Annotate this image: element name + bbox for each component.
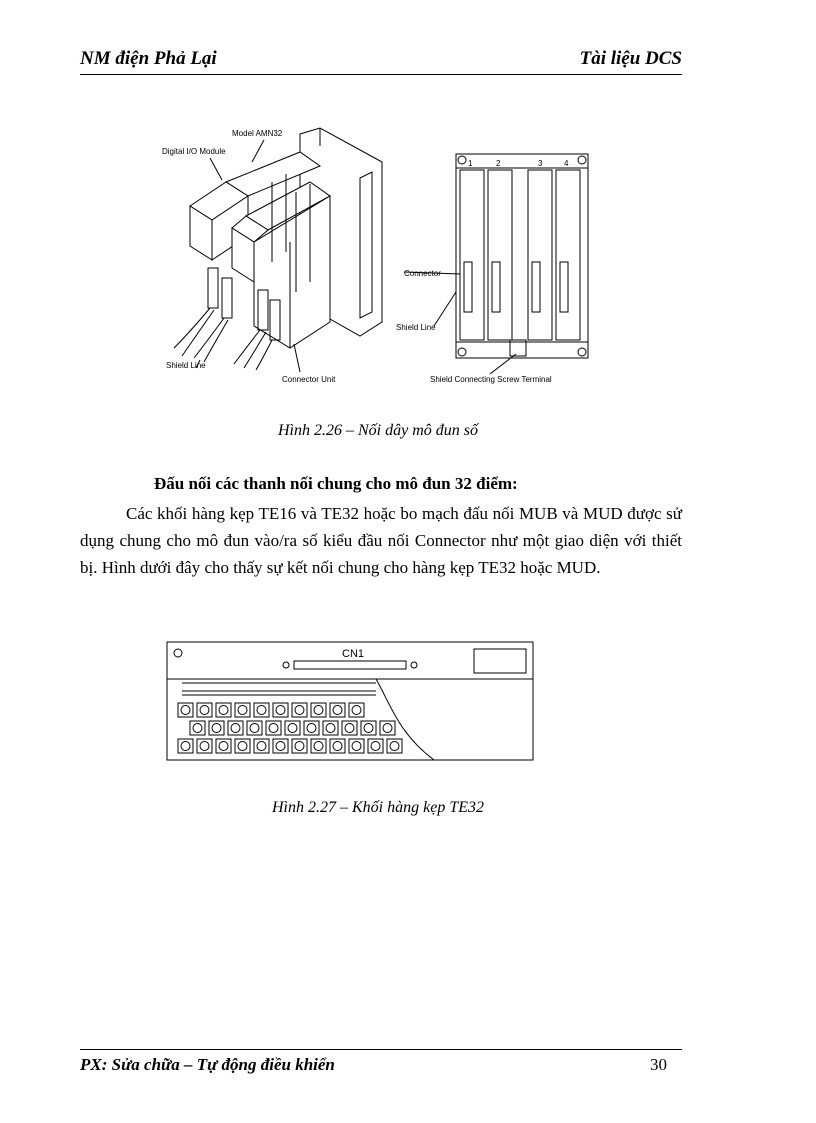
terminal-screw-head — [352, 706, 361, 715]
body-paragraph — [80, 500, 682, 581]
slot-number-2: 2 — [496, 159, 501, 168]
terminal-screw-head — [288, 724, 297, 733]
label-model: Model AMN32 — [232, 129, 283, 138]
terminal-screw-head — [371, 742, 380, 751]
terminal-screw-head — [276, 742, 285, 751]
header-rule — [80, 74, 682, 75]
section-heading: Đấu nối các thanh nối chung cho mô đun 32 điểm: — [154, 474, 518, 493]
terminal-screw-head — [333, 706, 342, 715]
terminal-screw-head — [295, 706, 304, 715]
figure-module-wiring — [160, 122, 600, 390]
label-shield-line-right: Shield Line — [396, 323, 436, 332]
terminal-screw-head — [257, 742, 266, 751]
terminal-screw-head — [269, 724, 278, 733]
terminal-screw-head — [219, 706, 228, 715]
label-connector-unit: Connector Unit — [282, 375, 336, 384]
terminal-screw-head — [307, 724, 316, 733]
terminal-screw-head — [250, 724, 259, 733]
header-left: NM điện Phả Lại — [80, 48, 217, 69]
terminal-screws — [178, 703, 402, 753]
figure-terminal-block — [166, 641, 534, 761]
label-shield-terminal: Shield Connecting Screw Terminal — [430, 375, 552, 384]
slot-number-4: 4 — [564, 159, 569, 168]
figure2-caption: Hình 2.27 – Khối hàng kẹp TE32 — [272, 799, 484, 816]
label-cn1: CN1 — [342, 648, 365, 660]
terminal-screw-head — [238, 742, 247, 751]
terminal-screw-head — [238, 706, 247, 715]
slot-number-3: 3 — [538, 159, 543, 168]
terminal-screw-head — [352, 742, 361, 751]
terminal-screw-head — [314, 742, 323, 751]
terminal-screw-head — [257, 706, 266, 715]
terminal-screw-head — [181, 706, 190, 715]
terminal-screw-head — [181, 742, 190, 751]
header-right: Tài liệu DCS — [579, 48, 682, 69]
terminal-screw-head — [383, 724, 392, 733]
page-number: 30 — [650, 1055, 667, 1074]
terminal-screw-head — [193, 724, 202, 733]
footer-left: PX: Sửa chữa – Tự động điều khiển — [80, 1055, 335, 1074]
slot-number-1: 1 — [468, 159, 473, 168]
terminal-screw-head — [231, 724, 240, 733]
terminal-screw-head — [276, 706, 285, 715]
terminal-screw-head — [333, 742, 342, 751]
paragraph-text: Các khối hàng kẹp TE16 và TE32 hoặc bo mạch đấu nối MUB và MUD được sử dụng chung cho mô đun vào/ra số kiểu đầu nối Connector như một giao diện với thiết bị. Hình dưới đây cho thấy sự kết nối chung cho hàng kẹp TE32 hoặc MUD. — [80, 504, 682, 577]
terminal-screw-head — [314, 706, 323, 715]
label-digital-io: Digital I/O Module — [162, 147, 226, 156]
footer-rule — [80, 1049, 682, 1050]
terminal-screw-head — [326, 724, 335, 733]
terminal-screw-head — [212, 724, 221, 733]
label-connector: Connector — [404, 269, 441, 278]
terminal-screw-head — [345, 724, 354, 733]
terminal-screw-head — [295, 742, 304, 751]
figure1-caption: Hình 2.26 – Nối dây mô đun số — [278, 422, 478, 439]
label-shield-line-left: Shield Line — [166, 361, 206, 370]
terminal-screw-head — [364, 724, 373, 733]
terminal-screw-head — [200, 706, 209, 715]
terminal-screw-head — [200, 742, 209, 751]
terminal-screw-head — [219, 742, 228, 751]
terminal-screw-head — [390, 742, 399, 751]
